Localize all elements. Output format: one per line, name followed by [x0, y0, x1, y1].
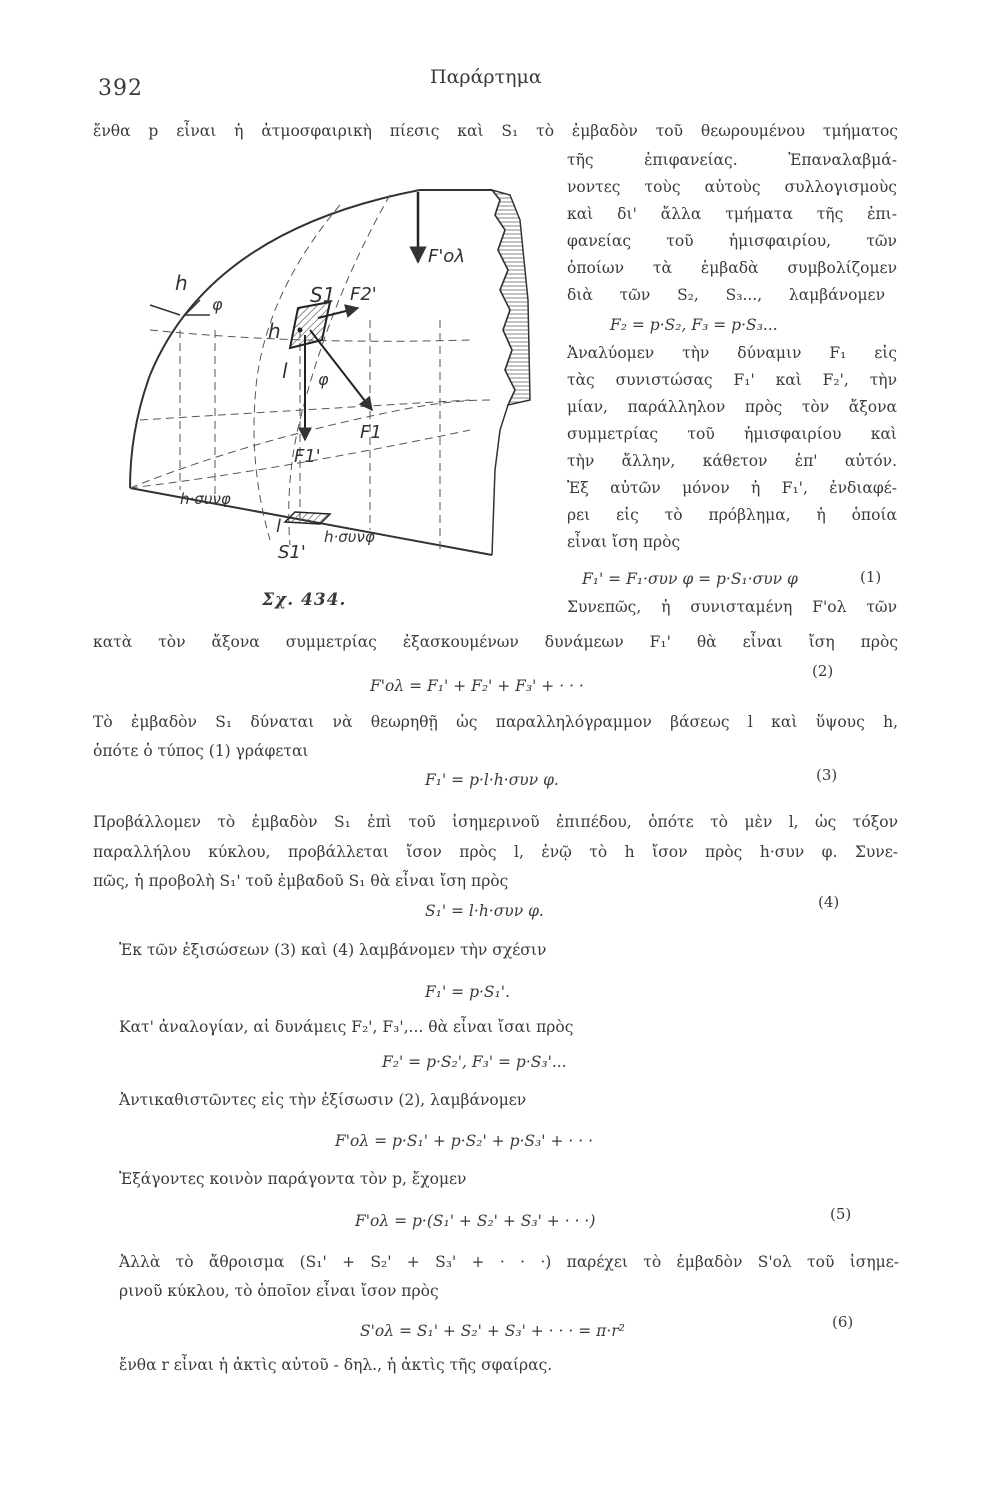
text-line: μίαν, παράλληλον πρὸς τὸν ἄξονα	[567, 398, 897, 416]
equation-number: (4)	[818, 893, 840, 911]
label-h-center: h	[268, 319, 281, 343]
text-line: ὁποίων τὰ ἐμβαδὰ συμβολίζομεν	[567, 259, 897, 277]
text-line: παραλλήλου κύκλου, προβάλλεται ἴσον πρὸς l, ἐνῷ τὸ h ἴσον πρὸς h·συν φ. Συνε-	[93, 843, 898, 861]
equation-2: F'ολ = F₁' + F₂' + F₃' + · · ·	[370, 677, 584, 695]
equation: F₁' = p·S₁'.	[425, 983, 510, 1001]
equation-5: F'ολ = p·(S₁' + S₂' + S₃' + · · ·)	[355, 1212, 596, 1230]
label-h-left: h	[175, 271, 188, 295]
equation: F₂' = p·S₂', F₃' = p·S₃'...	[382, 1053, 567, 1071]
text-line: κατὰ τὸν ἄξονα συμμετρίας ἐξασκουμένων δυνάμεων F₁' θὰ εἶναι ἴση πρὸς	[93, 633, 898, 651]
label-S1: S1	[310, 283, 336, 307]
text-line: Ἀντικαθιστῶντες εἰς τὴν ἐξίσωσιν (2), λαμβάνομεν	[119, 1091, 527, 1109]
text-line: συμμετρίας τοῦ ἡμισφαιρίου καὶ	[567, 425, 897, 443]
label-phi-center: φ	[318, 370, 329, 389]
page-number: 392	[98, 76, 143, 101]
text-line: Ἐξάγοντες κοινὸν παράγοντα τὸν p, ἔχομεν	[119, 1170, 467, 1188]
equation-6: S'ολ = S₁' + S₂' + S₃' + · · · = π·r²	[360, 1322, 625, 1340]
equation-number: (5)	[830, 1205, 852, 1223]
text-line: ὁπότε ὁ τύπος (1) γράφεται	[93, 742, 309, 760]
text-line: ἔνθα p εἶναι ἡ ἀτμοσφαιρικὴ πίεσις καὶ S₁ τὸ ἐμβαδὸν τοῦ θεωρουμένου τμήματος	[93, 122, 898, 140]
equation-number: (1)	[860, 568, 882, 586]
label-l-bottom: l	[276, 516, 282, 537]
label-F2p: F2'	[350, 284, 377, 305]
equation-number: (2)	[812, 662, 834, 680]
equation-number: (3)	[816, 766, 838, 784]
text-line: τὰς συνιστώσας F₁' καὶ F₂', τὴν	[567, 371, 897, 389]
text-line: εἶναι ἴση πρὸς	[567, 533, 681, 551]
text-line: Προβάλλομεν τὸ ἐμβαδὸν S₁ ἐπὶ τοῦ ἰσημερινοῦ ἐπιπέδου, ὁπότε τὸ μὲν l, ὡς τόξον	[93, 813, 898, 831]
equation-number: (6)	[832, 1313, 854, 1331]
text-line: καὶ δι' ἄλλα τμήματα τῆς ἐπι-	[567, 205, 897, 223]
label-F1p: F1'	[294, 446, 321, 467]
equation-4: S₁' = l·h·συν φ.	[425, 902, 544, 920]
label-phi-left: φ	[212, 295, 223, 314]
text-line: φανείας τοῦ ἡμισφαιρίου, τῶν	[567, 232, 897, 250]
text-line: Ἐξ αὐτῶν μόνον ἡ F₁', ἐνδιαφέ-	[567, 479, 897, 497]
projected-area-S1p	[285, 512, 330, 524]
text-line: ρει εἰς τὸ πρόβλημα, ἡ ὁποία	[567, 506, 897, 524]
running-title: Παράρτημα	[430, 66, 542, 88]
equation: F₂ = p·S₂, F₃ = p·S₃...	[610, 316, 778, 334]
text-line: Ἀναλύομεν τὴν δύναμιν F₁ εἰς	[567, 344, 897, 362]
label-S1p: S1'	[278, 542, 306, 563]
label-h-cos-left: h·συνφ	[180, 490, 231, 508]
label-F1: F1	[360, 422, 382, 443]
text-line: Κατ' ἀναλογίαν, αἱ δυνάμεις F₂', F₃',... θὰ εἶναι ἴσαι πρὸς	[119, 1018, 574, 1036]
text-line: Συνεπῶς, ἡ συνισταμένη F'ολ τῶν	[567, 598, 897, 616]
torn-edge	[492, 190, 530, 405]
text-line: Ἐκ τῶν ἐξισώσεων (3) καὶ (4) λαμβάνομεν τὴν σχέσιν	[119, 941, 547, 959]
text-line: Τὸ ἐμβαδὸν S₁ δύναται νὰ θεωρηθῇ ὡς παραλληλόγραμμον βάσεως l καὶ ὕψους h,	[93, 713, 898, 731]
label-l-center: l	[282, 359, 288, 383]
text-line: διὰ τῶν S₂, S₃..., λαμβάνομεν	[567, 286, 885, 304]
label-h-cos-bottom: h·συνφ	[324, 528, 375, 546]
text-line: ρινοῦ κύκλου, τὸ ὁποῖον εἶναι ἴσον πρὸς	[119, 1282, 439, 1300]
equation: F'ολ = p·S₁' + p·S₂' + p·S₃' + · · ·	[335, 1132, 593, 1150]
text-line: τῆς ἐπιφανείας. Ἐπαναλαβμά-	[567, 151, 897, 169]
text-line: Ἀλλὰ τὸ ἄθροισμα (S₁' + S₂' + S₃' + · · ·) παρέχει τὸ ἐμβαδὸν S'ολ τοῦ ἰσημε-	[119, 1253, 899, 1271]
label-Fol: F'ολ	[428, 246, 465, 267]
equation-3: F₁' = p·l·h·συν φ.	[425, 771, 559, 789]
text-line: τὴν ἄλλην, κάθετον ἐπ' αὐτόν.	[567, 452, 897, 470]
text-line: πῶς, ἡ προβολὴ S₁' τοῦ ἐμβαδοῦ S₁ θὰ εἶναι ἴση πρὸς	[93, 872, 509, 890]
equation-1: F₁' = F₁·συν φ = p·S₁·συν φ	[582, 570, 798, 588]
text-line: νοντες τοὺς αὐτοὺς συλλογισμοὺς	[567, 178, 897, 196]
text-line: ἔνθα r εἶναι ἡ ἀκτὶς αὐτοῦ - δηλ., ἡ ἀκτὶς τῆς σφαίρας.	[119, 1356, 553, 1374]
figure-caption: Σχ. 434.	[262, 590, 347, 610]
